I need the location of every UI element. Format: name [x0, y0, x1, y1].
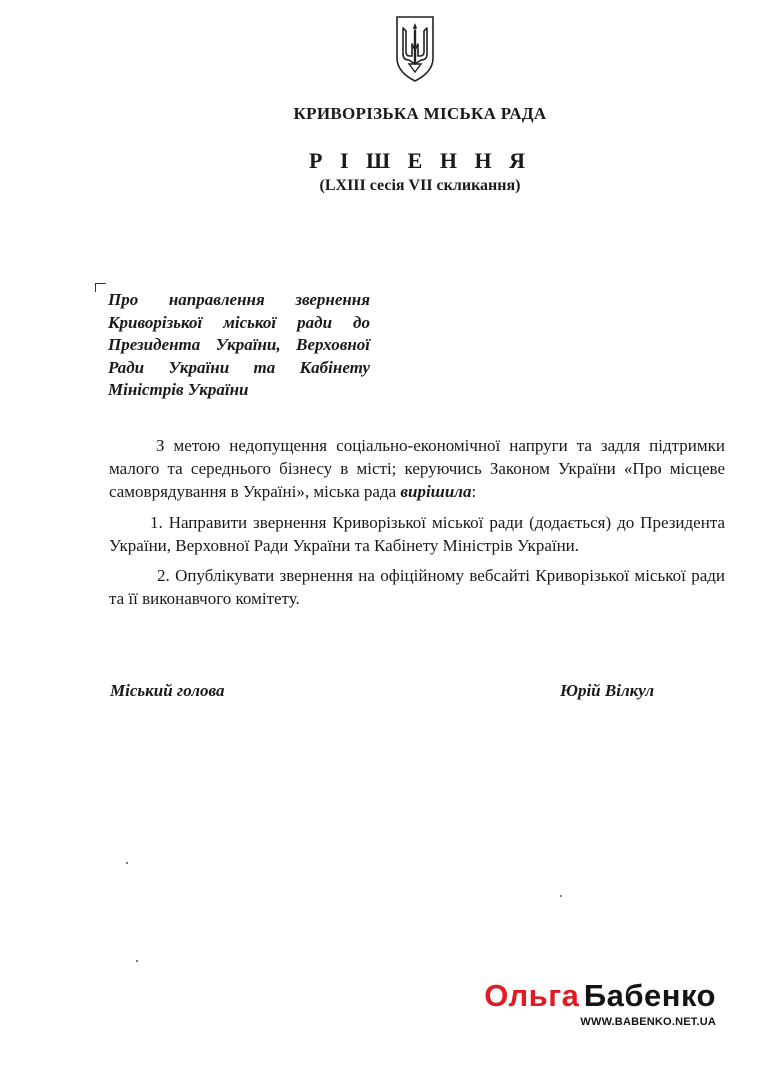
signature-title: Міський голова	[110, 681, 225, 700]
document-type: Р І Ш Е Н Н Я	[309, 148, 531, 173]
scan-speck	[560, 895, 562, 897]
intro-paragraph	[109, 434, 725, 503]
watermark-last-name: Бабенко	[583, 978, 716, 1013]
decision-item-1: 1. Направити звернення Криворізької міської ради (додається) до Президента України, Верховної Ради України та Кабінету Міністрів України.	[109, 513, 725, 555]
document-subject: Про направлення звернення Криворізької міської ради до Президента України, Верховної Ради України та Кабінету Міністрів України	[108, 290, 370, 399]
decision-item-2: 2. Опублікувати звернення на офіційному вебсайті Криворізької міської ради та її виконавчого комітету.	[109, 566, 725, 608]
corner-mark	[95, 283, 106, 292]
intro-text: З метою недопущення соціально-економічної напруги та задля підтримки малого та середнього бізнесу в місті; керуючись Законом України «Про місцеве самоврядування в Україні», міська рада	[109, 436, 725, 501]
trident-coat-of-arms-icon	[394, 14, 436, 84]
watermark	[484, 978, 716, 1028]
signature-name: Юрій Вілкул	[560, 681, 655, 700]
session-label: (LXIII сесія VII скликання)	[319, 177, 521, 194]
watermark-url: WWW.BABENKO.NET.UA	[580, 1016, 716, 1028]
scan-speck	[136, 960, 138, 962]
watermark-first-name: Ольга	[484, 978, 580, 1013]
council-name: КРИВОРІЗЬКА МІСЬКА РАДА	[293, 104, 547, 123]
scan-speck	[126, 862, 128, 864]
intro-end: :	[471, 482, 477, 501]
intro-emphasis: вирішила	[400, 482, 472, 501]
watermark-logo	[484, 978, 716, 1014]
